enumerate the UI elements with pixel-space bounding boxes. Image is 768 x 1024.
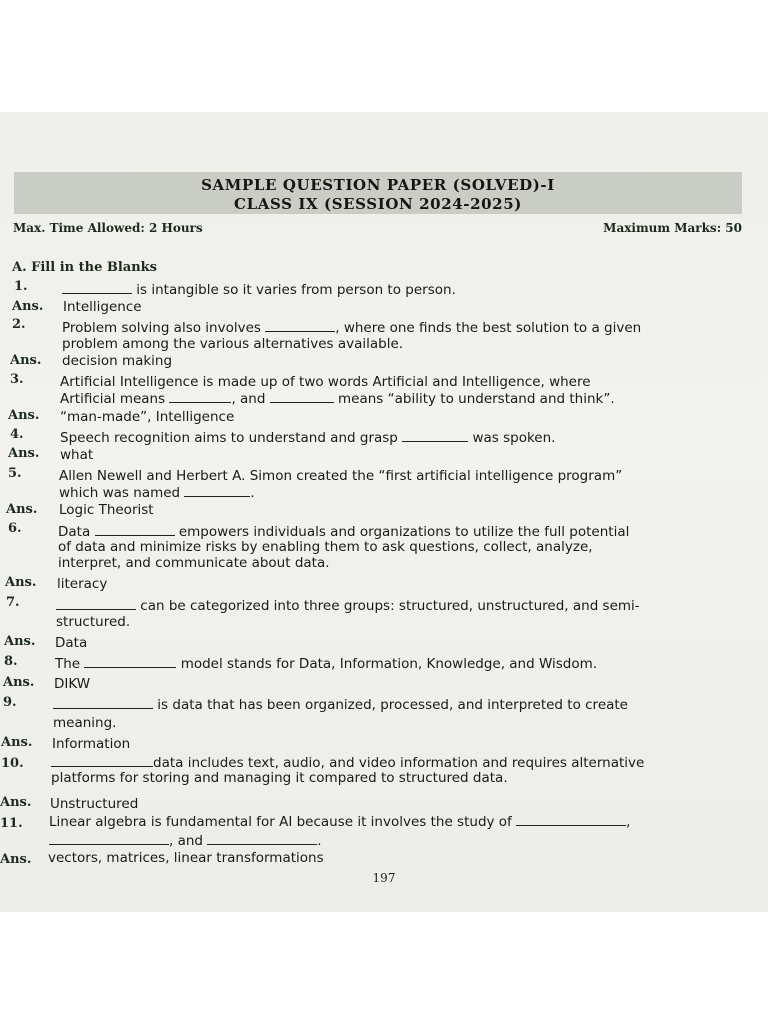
max-time: Max. Time Allowed: 2 Hours [13,221,203,235]
question-text: Data empowers individuals and organizations to utilize the full potential [58,524,630,540]
section-heading: A. Fill in the Blanks [12,260,158,275]
question-number: 4. [10,427,24,442]
question-number: 6. [8,521,22,536]
question-text: Allen Newell and Herbert A. Simon created the “first artificial intelligence program” [59,468,623,484]
blank [49,832,169,845]
question-number: 3. [10,372,24,387]
question-text: platforms for storing and managing it compared to structured data. [51,770,508,786]
blank [270,390,334,403]
answer-text: Information [52,736,131,752]
question-text: is data that has been organized, processed, and interpreted to create [53,696,628,713]
answer-label: Ans. [3,675,35,690]
answer-label: Ans. [8,408,40,423]
question-number: 8. [4,654,18,669]
question-text: which was named . [59,485,255,501]
answer-label: Ans. [10,353,42,368]
question-number: 2. [12,317,26,332]
blank [56,597,136,610]
answer-text: Data [55,635,88,651]
question-number: 7. [6,595,20,610]
answer-label: Ans. [12,299,44,314]
question-number: 10. [1,756,24,771]
question-number: 9. [3,695,17,710]
answer-label: Ans. [0,795,32,810]
question-text: of data and minimize risks by enabling them to ask questions, collect, analyze, [58,539,593,555]
question-text: Problem solving also involves , where one finds the best solution to a given [62,320,642,336]
question-text: , and . [49,832,322,849]
question-text: Artificial means , and means “ability to understand and think”. [60,391,615,407]
answer-text: decision making [62,353,173,369]
question-text: meaning. [53,715,117,731]
answer-label: Ans. [6,502,38,517]
blank [184,484,250,497]
blank [402,429,468,442]
page-number: 197 [372,871,396,885]
answer-label: Ans. [0,852,32,867]
answer-text: vectors, matrices, linear transformations [48,850,324,866]
blank [62,281,132,294]
answer-label: Ans. [5,575,37,590]
question-number: 1. [14,279,28,294]
blank [53,696,153,709]
answer-label: Ans. [4,634,36,649]
question-text: The model stands for Data, Information, Knowledge, and Wisdom. [55,656,598,672]
paper-title: SAMPLE QUESTION PAPER (SOLVED)-I [201,176,555,194]
question-text: Speech recognition aims to understand and grasp was spoken. [60,430,556,446]
answer-text: what [60,447,94,463]
answer-label: Ans. [1,735,33,750]
paper-subtitle: CLASS IX (SESSION 2024-2025) [234,195,522,213]
question-text: is intangible so it varies from person to person. [62,281,456,298]
blank [207,832,317,845]
question-text: problem among the various alternatives available. [62,336,404,352]
question-number: 11. [0,816,23,831]
answer-text: literacy [57,576,108,592]
question-text: interpret, and communicate about data. [58,555,330,571]
blank [84,655,176,668]
answer-text: Unstructured [50,796,139,812]
blank [169,390,231,403]
answer-text: Intelligence [63,299,142,315]
blank [95,523,175,536]
question-number: 5. [8,466,22,481]
question-text: Artificial Intelligence is made up of two words Artificial and Intelligence, where [60,374,591,390]
answer-text: DIKW [54,676,91,692]
blank [265,319,335,332]
question-text: structured. [56,614,131,630]
answer-text: Logic Theorist [59,502,154,518]
answer-text: “man-made”, Intelligence [60,409,235,425]
question-text: can be categorized into three groups: structured, unstructured, and semi- [56,597,640,614]
answer-label: Ans. [8,446,40,461]
blank [516,813,626,826]
question-text: Linear algebra is fundamental for AI because it involves the study of , [49,814,631,830]
question-text: data includes text, audio, and video information and requires alternative [51,754,644,771]
max-marks: Maximum Marks: 50 [603,221,742,235]
blank [51,754,153,767]
